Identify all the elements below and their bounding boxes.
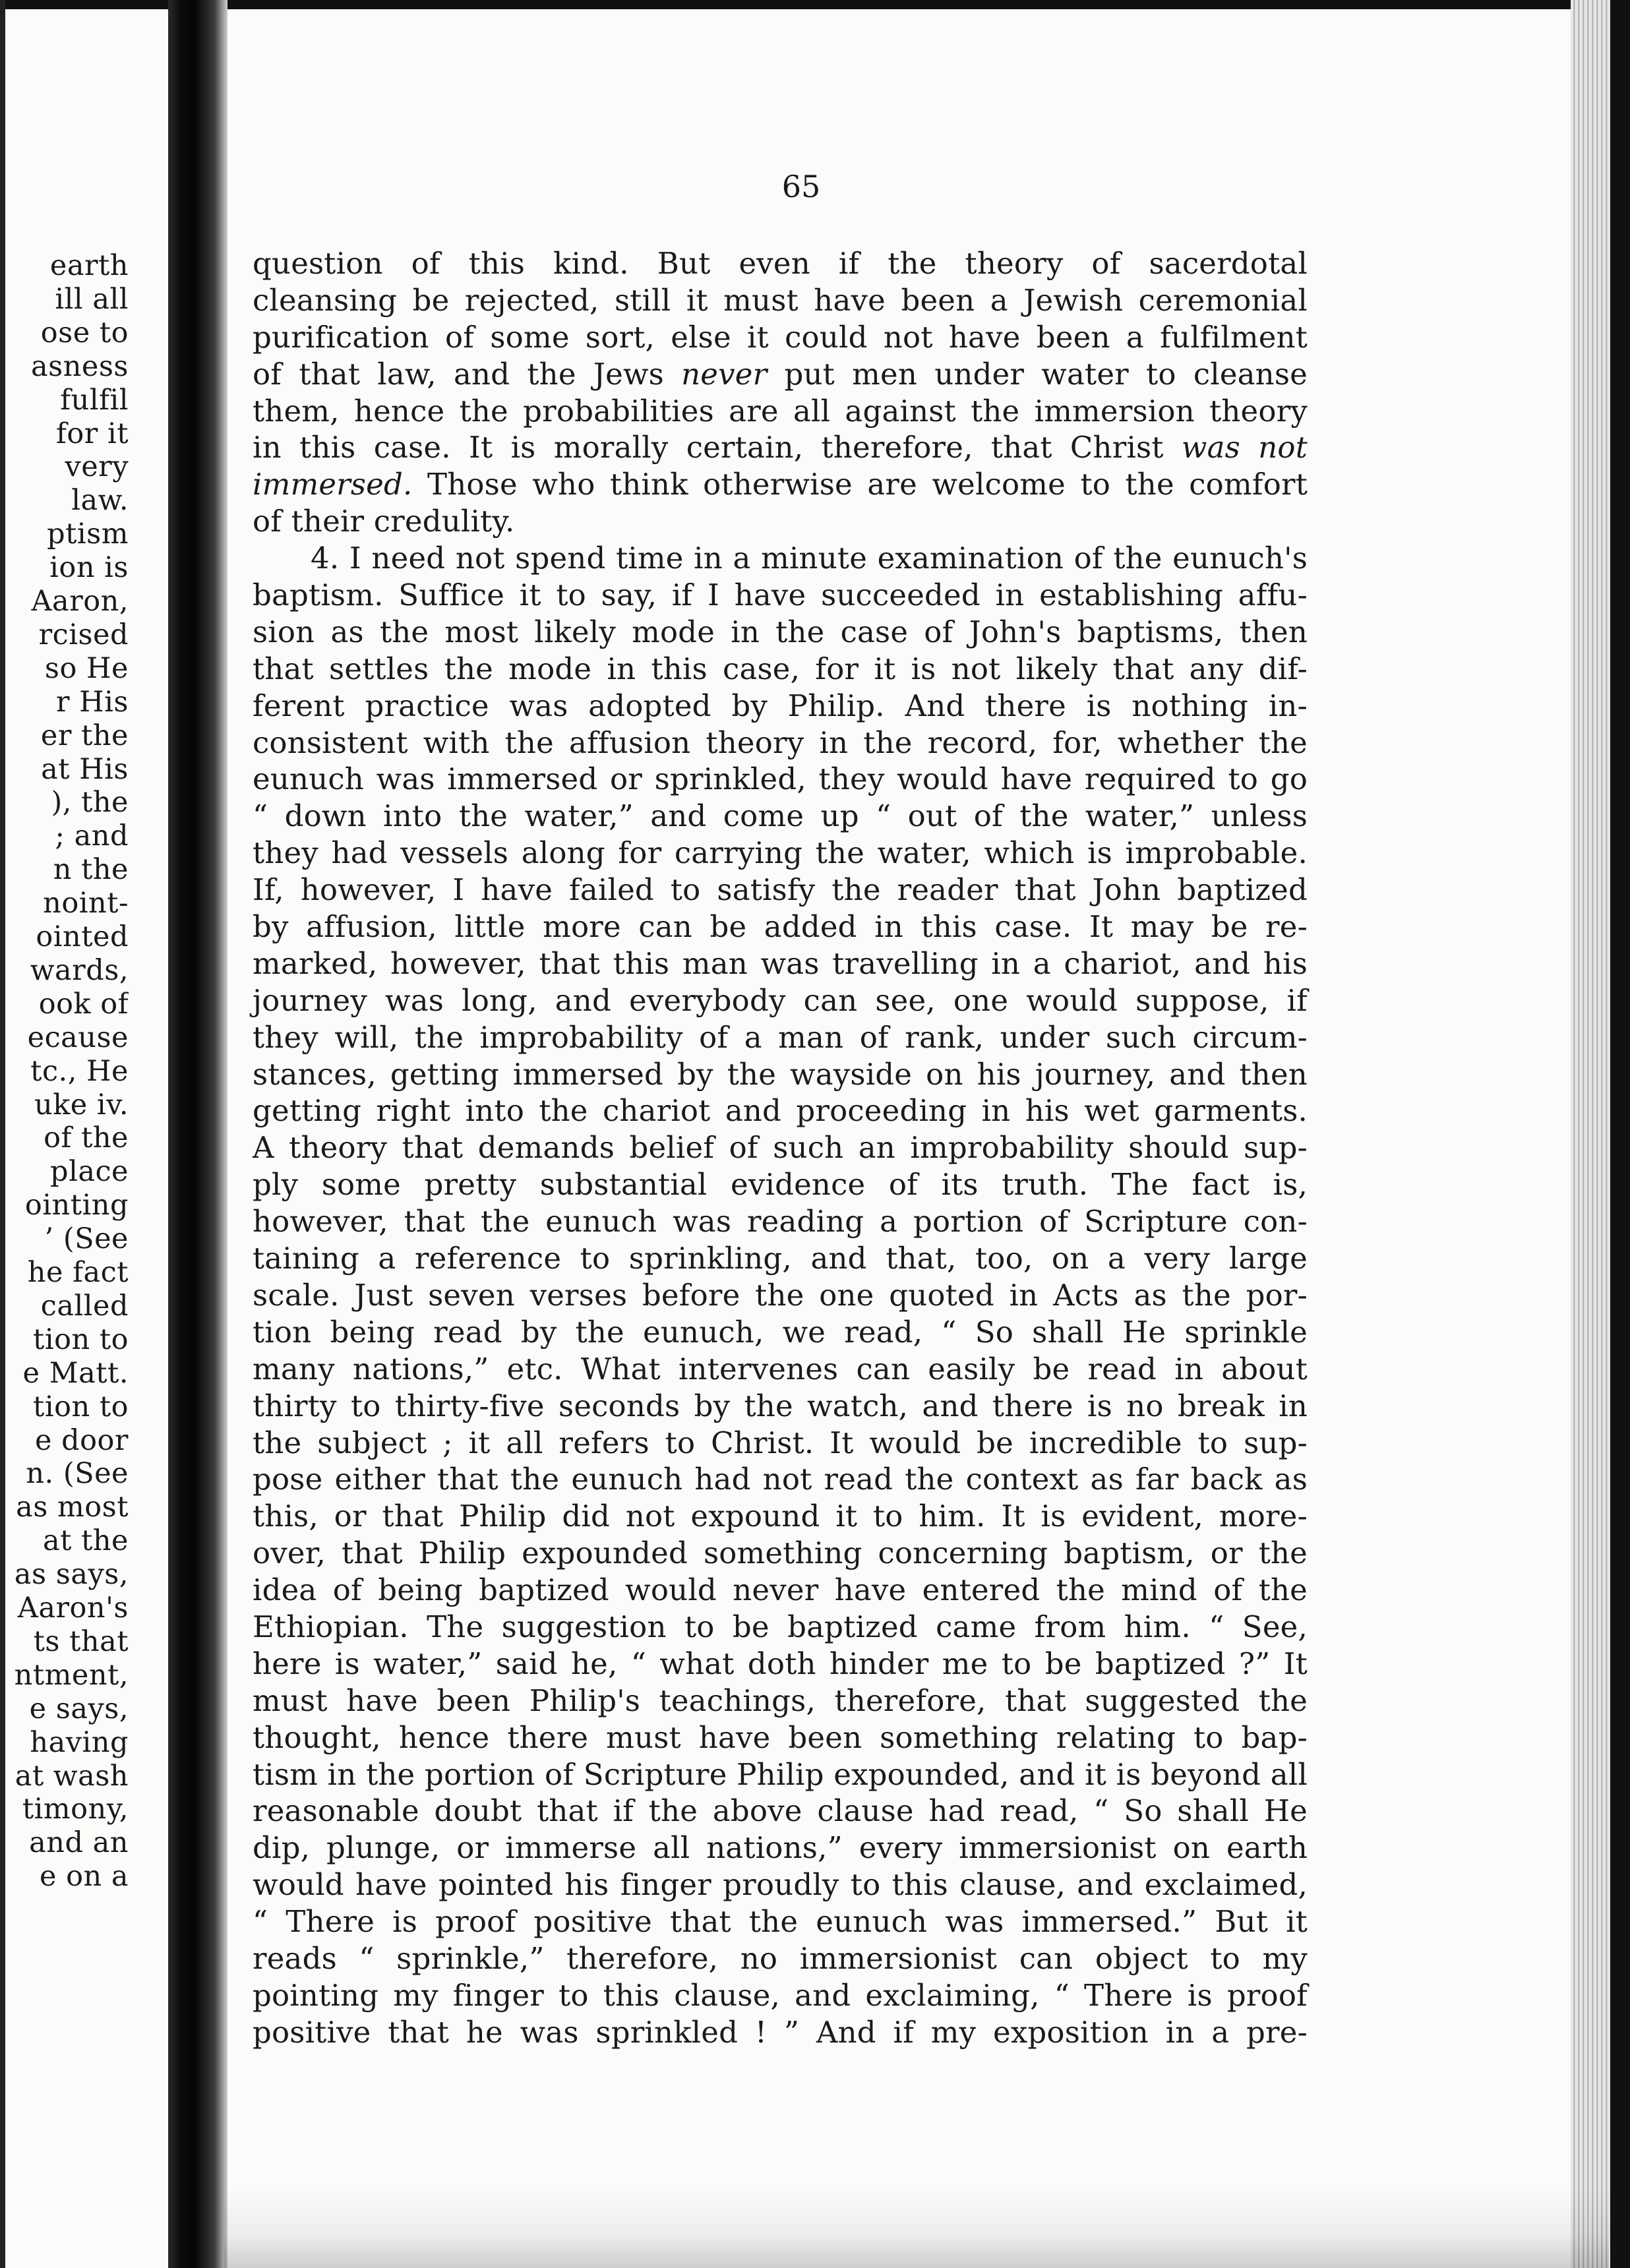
previous-page-line: uke iv. [34, 1088, 129, 1121]
previous-page-line: noint- [43, 887, 129, 920]
text-line [253, 466, 1308, 503]
previous-page-line: Aaron, [31, 585, 129, 618]
text-line [253, 1240, 1308, 1277]
text-line [253, 1977, 1308, 2014]
italic-text: never [681, 356, 768, 392]
text-line [253, 282, 1308, 319]
text-segment: cleansing be rejected, still it must have been a Jewish ceremonial [253, 282, 1308, 318]
text-segment: scale. Just seven verses before the one quoted in Acts as the por- [253, 1277, 1308, 1313]
text-segment: A theory that demands belief of such an improbability should sup- [253, 1130, 1308, 1166]
previous-page-line: he fact [27, 1256, 129, 1289]
text-line [253, 429, 1308, 466]
previous-page-line: rcised [38, 618, 129, 651]
text-line [253, 761, 1308, 798]
previous-page-line: ’ (See [44, 1222, 129, 1256]
text-line [253, 1609, 1308, 1646]
page-edge [1571, 0, 1610, 2268]
text-segment: them, hence the probabilities are all against the immersion theory [253, 393, 1308, 429]
previous-page-line: e door [35, 1423, 129, 1457]
text-line [253, 540, 1308, 577]
text-line [253, 1166, 1308, 1203]
text-segment: stances, getting immersed by the wayside on his journey, and then [253, 1056, 1308, 1092]
previous-page-line: as most [16, 1491, 129, 1524]
text-segment: would have pointed his finger proudly to this clause, and exclaimed, [253, 1867, 1308, 1903]
text-segment: reads “ sprinkle,” therefore, no immersionist can object to my [253, 1940, 1308, 1976]
previous-page-line: ointing [24, 1189, 129, 1222]
text-segment: however, that the eunuch was reading a portion of Scripture con- [253, 1204, 1308, 1239]
previous-page-line: and an [29, 1826, 129, 1860]
previous-page-line: at wash [15, 1759, 129, 1793]
text-segment: they had vessels along for carrying the water, which is improbable. [253, 835, 1308, 871]
text-line [253, 503, 1308, 540]
text-segment: tion being read by the eunuch, we read, “ So shall He sprinkle [253, 1314, 1308, 1350]
previous-page-line: e on a [39, 1860, 129, 1894]
text-segment: in this case. It is morally certain, therefore, that Christ [253, 430, 1182, 465]
text-line [253, 798, 1308, 835]
text-line [253, 1498, 1308, 1535]
text-segment: dip, plunge, or immerse all nations,” every immersionist on earth [253, 1830, 1308, 1866]
text-segment: getting right into the chariot and proceeding in his wet garments. [253, 1093, 1308, 1129]
previous-page-line: very [65, 450, 129, 484]
previous-page-line: place [50, 1155, 129, 1189]
previous-page-line: n. (See [26, 1457, 129, 1491]
text-line [253, 872, 1308, 909]
previous-page-line: ointed [36, 920, 129, 953]
text-segment: this, or that Philip did not expound it to him. It is evident, more- [253, 1499, 1308, 1534]
previous-page-line: asness [31, 349, 129, 383]
previous-page-line: ecause [27, 1021, 129, 1054]
text-segment: of that law, and the Jews [253, 356, 682, 392]
text-segment: If, however, I have failed to satisfy the reader that John baptized [253, 872, 1308, 908]
text-segment: the subject ; it all refers to Christ. It would be incredible to sup- [253, 1425, 1308, 1460]
text-line [253, 909, 1308, 945]
page-bottom-shadow [224, 2189, 1609, 2268]
previous-page-line: ptism [47, 518, 129, 551]
text-line [253, 1461, 1308, 1498]
text-segment: pose either that the eunuch had not read the context as far back as [253, 1462, 1308, 1497]
previous-page-line: n the [53, 853, 129, 887]
text-segment: many nations,” etc. What intervenes can easily be read in about [253, 1351, 1308, 1387]
text-segment: by affusion, little more can be added in this case. It may be re- [253, 909, 1308, 945]
text-segment: ply some pretty substantial evidence of its truth. The fact is, [253, 1167, 1308, 1203]
text-segment: taining a reference to sprinkling, and that, too, on a very large [253, 1241, 1308, 1276]
text-line [253, 1203, 1308, 1240]
text-segment: baptism. Suffice it to say, if I have succeeded in establishing affu- [253, 578, 1308, 613]
text-segment: “ down into the water,” and come up “ out of the water,” unless [253, 798, 1308, 834]
text-line [253, 651, 1308, 688]
text-segment: over, that Philip expounded something concerning baptism, or the [253, 1536, 1308, 1571]
text-line [253, 1683, 1308, 1719]
text-line [253, 614, 1308, 651]
previous-page-line: at the [42, 1524, 129, 1558]
previous-page-line: tion to [33, 1323, 129, 1356]
text-line [253, 835, 1308, 872]
text-line [253, 1277, 1308, 1314]
text-segment: sion as the most likely mode in the case of John's baptisms, then [253, 614, 1308, 649]
text-segment: question of this kind. But even if the theory of sacerdotal [253, 246, 1308, 281]
previous-page-line: for it [55, 417, 129, 450]
text-line [253, 1830, 1308, 1866]
previous-page-line: earth [49, 249, 129, 282]
text-segment: here is water,” said he, “ what doth hinder me to be baptized ?” It [253, 1646, 1308, 1681]
text-segment: 4. I need not spend time in a minute examination of the eunuch's [311, 541, 1308, 576]
text-line [253, 1388, 1308, 1425]
text-segment: Ethiopian. The suggestion to be baptized came from him. “ See, [253, 1609, 1308, 1644]
previous-page-line: tc., He [30, 1054, 129, 1088]
text-line [253, 356, 1308, 393]
previous-page-line: so He [44, 651, 129, 685]
text-segment: that settles the mode in this case, for it is not likely that any dif- [253, 651, 1308, 686]
text-line [253, 1756, 1308, 1793]
text-line [253, 1719, 1308, 1756]
text-segment: thirty to thirty-five seconds by the watch, and there is no break in [253, 1388, 1308, 1423]
previous-page-line: law. [71, 484, 129, 518]
text-segment: put men under water to cleanse [767, 356, 1308, 392]
previous-page-line: having [30, 1725, 129, 1759]
previous-page-line: ), the [51, 786, 129, 820]
scan-border-right [1610, 0, 1630, 2268]
text-segment: of their credulity. [253, 504, 515, 539]
previous-page-line: ntment, [14, 1658, 129, 1692]
previous-page-line: fulfil [60, 383, 129, 417]
previous-page-line: wards, [30, 953, 129, 987]
text-line [253, 1903, 1308, 1940]
text-line [253, 1019, 1308, 1056]
text-segment: consistent with the affusion theory in the record, for, whether the [253, 725, 1308, 760]
text-line [253, 982, 1308, 1019]
previous-page-line: r His [55, 685, 129, 719]
text-line [253, 1314, 1308, 1351]
text-segment: “ There is proof positive that the eunuch was immersed.” But it [253, 1904, 1308, 1940]
previous-page-fragment [0, 247, 129, 2067]
text-line [253, 319, 1308, 356]
scan-border-top [0, 0, 1630, 9]
previous-page-line: Aaron's [17, 1592, 129, 1625]
text-segment: eunuch was immersed or sprinkled, they would have required to go [253, 761, 1308, 797]
previous-page-line: er the [40, 719, 129, 752]
text-segment: marked, however, that this man was travelling in a chariot, and his [253, 945, 1308, 981]
text-segment: positive that he was sprinkled ! ” And if my exposition in a pre- [253, 2014, 1308, 2050]
text-segment: must have been Philip's teachings, therefore, that suggested the [253, 1683, 1308, 1718]
previous-page-line: ts that [33, 1625, 129, 1658]
previous-page-line: tion to [33, 1390, 129, 1423]
text-line [253, 1793, 1308, 1830]
text-segment: idea of being baptized would never have entered the mind of the [253, 1572, 1308, 1608]
text-segment: pointing my finger to this clause, and exclaiming, “ There is proof [253, 1977, 1308, 2013]
text-line [253, 577, 1308, 614]
text-segment: tism in the portion of Scripture Philip expounded, and it is beyond all [253, 1756, 1308, 1792]
text-line [253, 1940, 1308, 1977]
text-line [253, 945, 1308, 982]
text-segment: ferent practice was adopted by Philip. And there is nothing in- [253, 688, 1308, 723]
page-number: 65 [781, 169, 821, 204]
previous-page-line: timony, [22, 1793, 129, 1826]
previous-page-line: ook of [38, 987, 129, 1021]
text-segment: purification of some sort, else it could not have been a fulfilment [253, 319, 1308, 355]
page-body-text [253, 245, 1308, 2051]
previous-page-line: ; and [55, 820, 129, 853]
previous-page-line: called [40, 1289, 129, 1323]
text-segment: journey was long, and everybody can see, one would suppose, if [253, 982, 1308, 1018]
text-line [253, 1572, 1308, 1609]
text-line [253, 1425, 1308, 1462]
previous-page-line: as says, [14, 1558, 129, 1592]
text-line [253, 1351, 1308, 1388]
previous-page-line: at His [41, 752, 129, 786]
previous-page-line: ose to [40, 316, 129, 349]
text-line [253, 688, 1308, 725]
text-line [253, 245, 1308, 282]
previous-page-line: e Matt. [22, 1356, 129, 1390]
previous-page-line: of the [44, 1121, 129, 1155]
italic-text: was not [1181, 430, 1308, 465]
italic-text: immersed. [253, 467, 413, 502]
text-segment: they will, the improbability of a man of rank, under such circum- [253, 1019, 1308, 1055]
text-line [253, 1092, 1308, 1129]
text-line [253, 1866, 1308, 1903]
text-line [253, 1535, 1308, 1572]
text-line [253, 1646, 1308, 1683]
book-gutter [168, 0, 227, 2268]
previous-page-line: e says, [29, 1692, 129, 1725]
previous-page-line: ion is [49, 551, 129, 585]
text-line [253, 725, 1308, 761]
text-line [253, 1056, 1308, 1093]
text-line [253, 1129, 1308, 1166]
previous-page-line: ill all [55, 282, 129, 316]
text-line [253, 393, 1308, 430]
text-line [253, 2014, 1308, 2051]
text-segment: reasonable doubt that if the above clause had read, “ So shall He [253, 1793, 1308, 1829]
text-segment: thought, hence there must have been something relating to bap- [253, 1719, 1308, 1755]
text-segment: Those who think otherwise are welcome to the comfort [412, 467, 1308, 502]
